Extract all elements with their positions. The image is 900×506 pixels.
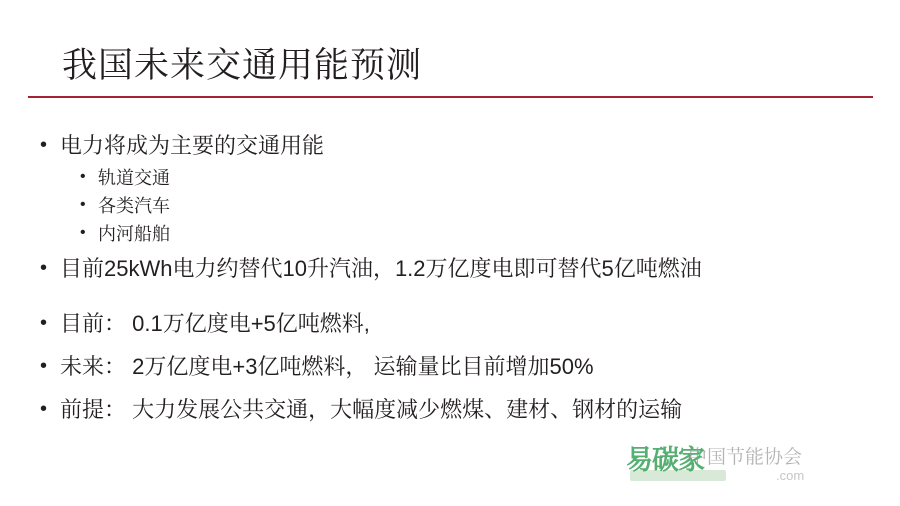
spacer — [38, 385, 868, 395]
page-title: 我国未来交通用能预测 — [62, 46, 423, 85]
slide-body — [38, 131, 868, 428]
watermark-logo: 易碳家 — [626, 445, 704, 475]
bullet-level2: • 内河船舶 — [38, 220, 868, 248]
title-divider — [28, 96, 873, 98]
watermark-shape — [630, 470, 726, 481]
bullet-level1: • 前提： 大力发展公共交通，大幅度减少燃煤、建材、钢材的运输 — [38, 395, 868, 425]
bullet-level1: • 电力将成为主要的交通用能 — [38, 131, 868, 161]
bullet-level2: • 轨道交通 — [38, 164, 868, 192]
bullet-level1: • 目前25kWh电力约替代10升汽油，1.2万亿度电即可替代5亿吨燃油 — [38, 254, 868, 284]
watermark-org: 中国节能协会 — [688, 447, 803, 468]
spacer — [38, 287, 868, 309]
watermark-suffix: .com — [776, 468, 805, 483]
bullet-level2: • 各类汽车 — [38, 192, 868, 220]
bullet-level1: • 目前： 0.1万亿度电+5亿吨燃料, — [38, 309, 868, 339]
watermark — [626, 436, 876, 494]
bullet-level1: • 未来： 2万亿度电+3亿吨燃料， 运输量比目前增加50% — [38, 352, 868, 382]
spacer — [38, 342, 868, 352]
